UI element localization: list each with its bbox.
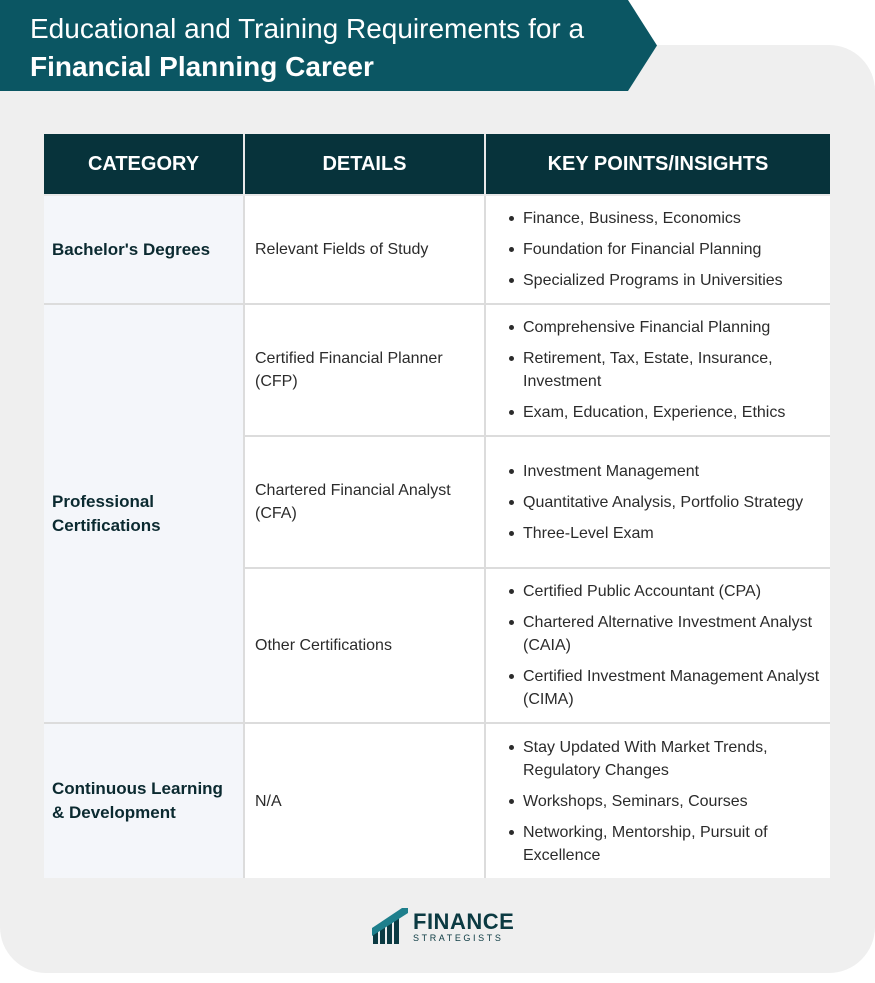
list-item: Comprehensive Financial Planning (523, 316, 820, 339)
detail-cell: Relevant Fields of Study (244, 195, 485, 304)
list-item: Investment Management (523, 460, 820, 483)
table-header-row (44, 134, 830, 195)
requirements-table (44, 134, 830, 878)
category-cell: Professional Certifications (44, 304, 244, 723)
detail-cell: N/A (244, 723, 485, 878)
list-item: Certified Investment Management Analyst (CIMA) (523, 665, 820, 711)
header-key-points: KEY POINTS/INSIGHTS (485, 134, 830, 195)
list-item: Foundation for Financial Planning (523, 238, 820, 261)
key-points-list (506, 736, 820, 867)
key-points-list (506, 316, 820, 424)
key-points-cell (485, 568, 830, 723)
finance-strategists-logo (372, 908, 515, 948)
logo-text-strategists: STRATEGISTS (413, 933, 504, 943)
list-item: Exam, Education, Experience, Ethics (523, 401, 820, 424)
key-points-cell (485, 436, 830, 568)
list-item: Networking, Mentorship, Pursuit of Excellence (523, 821, 820, 867)
key-points-list (506, 580, 820, 711)
page-title (30, 10, 584, 86)
list-item: Stay Updated With Market Trends, Regulatory Changes (523, 736, 820, 782)
list-item: Retirement, Tax, Estate, Insurance, Investment (523, 347, 820, 393)
key-points-cell (485, 723, 830, 878)
list-item: Quantitative Analysis, Portfolio Strategy (523, 491, 820, 514)
title-line-2: Financial Planning Career (30, 51, 374, 82)
title-line-1: Educational and Training Requirements for a (30, 13, 585, 44)
header-category: CATEGORY (44, 134, 244, 195)
detail-cell: Chartered Financial Analyst (CFA) (244, 436, 485, 568)
list-item: Three-Level Exam (523, 522, 820, 545)
category-cell: Continuous Learning & Development (44, 723, 244, 878)
detail-cell: Certified Financial Planner (CFP) (244, 304, 485, 436)
category-cell: Bachelor's Degrees (44, 195, 244, 304)
list-item: Finance, Business, Economics (523, 207, 820, 230)
list-item: Chartered Alternative Investment Analyst (CAIA) (523, 611, 820, 657)
key-points-list (506, 207, 820, 292)
detail-cell: Other Certifications (244, 568, 485, 723)
finance-strategists-logo-icon (372, 908, 410, 944)
table-row (44, 723, 830, 878)
logo-text-finance: FINANCE (413, 909, 515, 934)
title-banner (0, 0, 657, 91)
table-row (44, 304, 830, 436)
header-details: DETAILS (244, 134, 485, 195)
key-points-list (506, 460, 820, 545)
key-points-cell (485, 304, 830, 436)
list-item: Certified Public Accountant (CPA) (523, 580, 820, 603)
list-item: Specialized Programs in Universities (523, 269, 820, 292)
table-row (44, 195, 830, 304)
list-item: Workshops, Seminars, Courses (523, 790, 820, 813)
key-points-cell (485, 195, 830, 304)
